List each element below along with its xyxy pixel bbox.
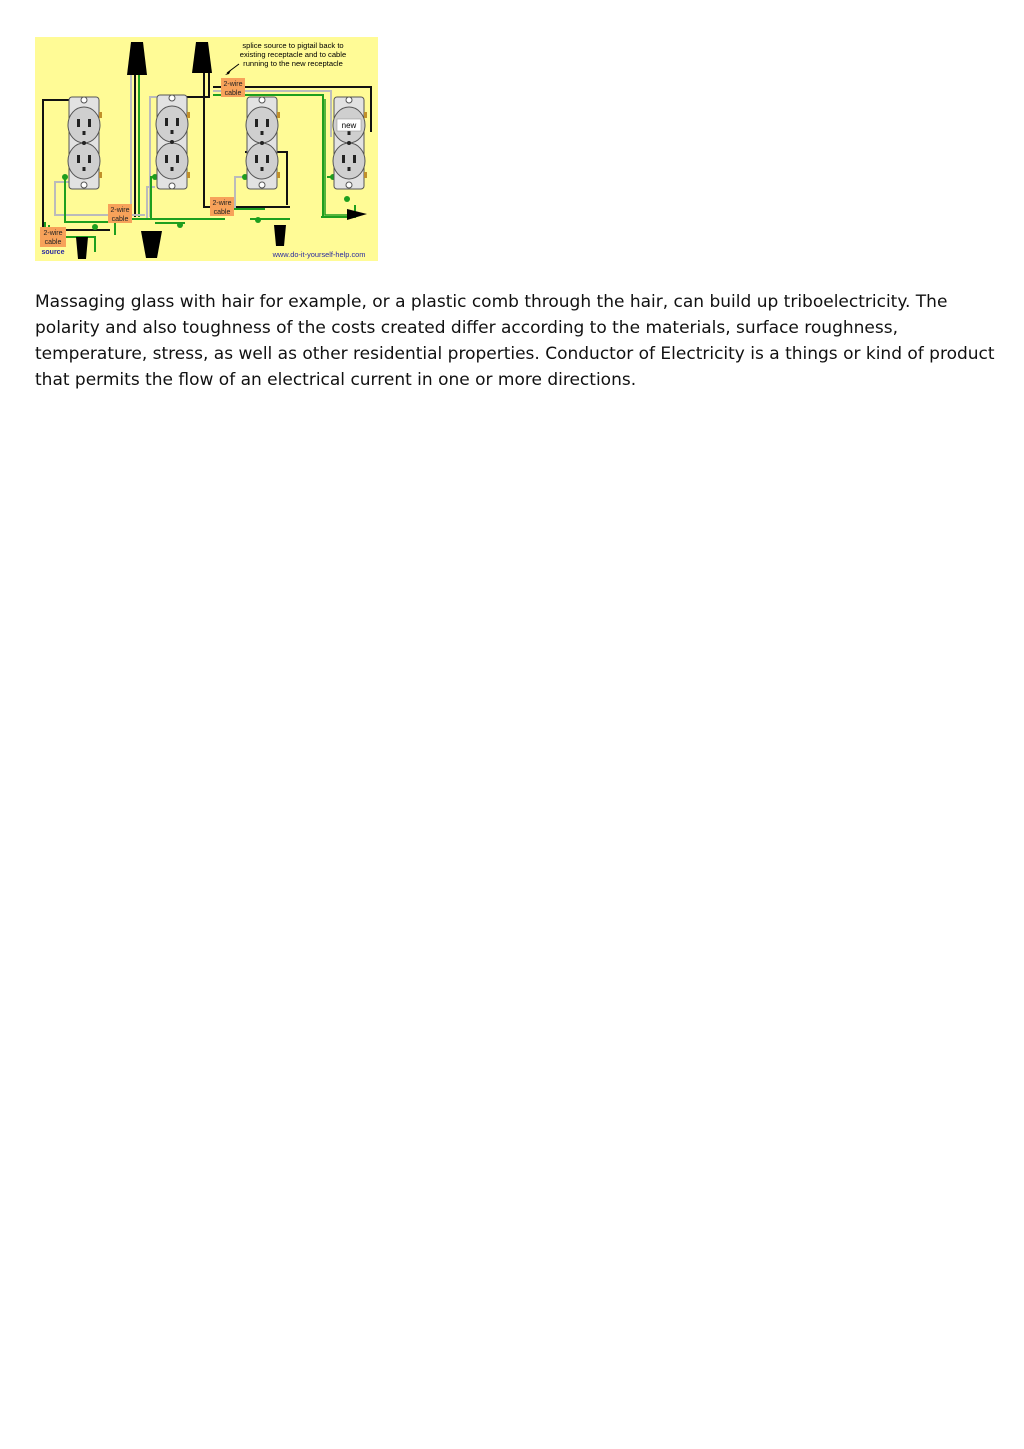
receptacle-2 (156, 95, 188, 189)
cable-label-top (221, 78, 245, 97)
cable-label-left-middle-line-1: 2-wire (110, 207, 130, 214)
watermark-text: www.do-it-yourself-help.com (272, 250, 366, 259)
cable-label-top-line-2: cable (224, 90, 242, 97)
annotation-line-3: running to the new receptacle (243, 59, 343, 68)
cable-label-source (40, 227, 66, 256)
annotation-line-2: existing receptacle and to cable (239, 50, 347, 59)
receptacle-3 (246, 97, 278, 189)
receptacle-1 (68, 97, 100, 189)
cable-label-top-line-1: 2-wire (223, 81, 243, 88)
wiring-diagram-svg (35, 37, 378, 261)
cable-label-left-middle-line-2: cable (111, 216, 129, 223)
new-label: new (341, 121, 357, 130)
receptacle-new (333, 97, 365, 189)
article-paragraph: Massaging glass with hair for example, or a plastic comb through the hair, can build up triboelectricity. The polarity and also toughness of the costs created differ according to the materials, surface roughness, temperature, stress, as well as other residential properties. Conductor of Electricity is a things or kind of product that permits the flow of an electrical current in one or more directions. (35, 292, 995, 390)
annotation-line-1: splice source to pigtail back to (242, 41, 344, 50)
cable-label-source-line-1: 2-wire (43, 230, 63, 237)
cable-label-center-line-1: 2-wire (212, 200, 232, 207)
cable-label-left-middle (108, 204, 132, 223)
wiring-diagram (35, 37, 378, 261)
source-label: source (41, 249, 65, 256)
cable-label-source-line-2: cable (44, 239, 62, 246)
cable-label-center-line-2: cable (213, 209, 231, 216)
cable-label-center (210, 197, 234, 216)
